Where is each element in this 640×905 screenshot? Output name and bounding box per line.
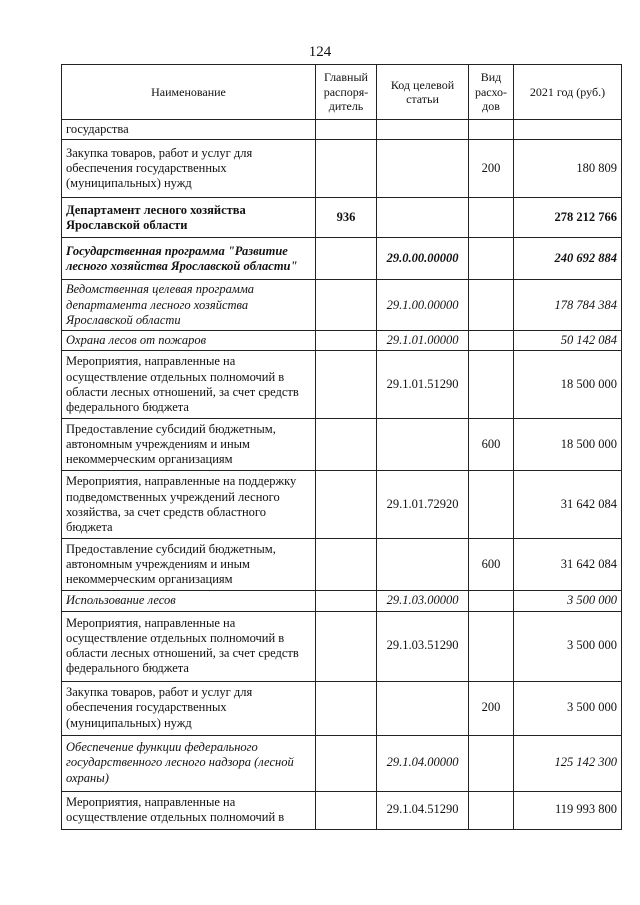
cell-vid [469, 198, 514, 238]
table-row [62, 280, 622, 331]
header-main-manager: Главный распоря-дитель [316, 65, 377, 120]
cell-code: 29.1.03.00000 [377, 591, 469, 611]
cell-code: 29.1.01.00000 [377, 331, 469, 351]
table-header-row [62, 65, 622, 120]
cell-vid [469, 791, 514, 829]
cell-name: Обеспечение функции федерального государственного лесного надзора (лесной охраны) [62, 735, 316, 791]
cell-code: 29.1.03.51290 [377, 611, 469, 681]
cell-name: Департамент лесного хозяйства Ярославской области [62, 198, 316, 238]
cell-name: Ведомственная целевая программа департамента лесного хозяйства Ярославской области [62, 280, 316, 331]
cell-gr [316, 280, 377, 331]
cell-vid [469, 351, 514, 419]
cell-name: Мероприятия, направленные на осуществление отдельных полномочий в области лесных отношений, за счет средств федерального бюджета [62, 351, 316, 419]
cell-sum: 178 784 384 [514, 280, 622, 331]
cell-sum: 240 692 884 [514, 238, 622, 280]
page-number: 124 [308, 44, 332, 60]
cell-sum: 3 500 000 [514, 611, 622, 681]
cell-code [377, 681, 469, 735]
cell-sum: 18 500 000 [514, 419, 622, 471]
table-row [62, 591, 622, 611]
cell-gr [316, 140, 377, 198]
cell-sum: 180 809 [514, 140, 622, 198]
cell-sum: 18 500 000 [514, 351, 622, 419]
cell-gr [316, 331, 377, 351]
cell-vid: 200 [469, 140, 514, 198]
cell-code [377, 198, 469, 238]
cell-sum: 3 500 000 [514, 681, 622, 735]
cell-vid [469, 471, 514, 539]
cell-vid [469, 280, 514, 331]
cell-name: Мероприятия, направленные на поддержку подведомственных учреждений лесного хозяйства, за счет средств областного бюджета [62, 471, 316, 539]
cell-sum: 3 500 000 [514, 591, 622, 611]
cell-name: Государственная программа "Развитие лесного хозяйства Ярославской области" [62, 238, 316, 280]
cell-gr [316, 471, 377, 539]
cell-code [377, 140, 469, 198]
cell-vid [469, 735, 514, 791]
table-row [62, 735, 622, 791]
cell-sum: 125 142 300 [514, 735, 622, 791]
table-row [62, 419, 622, 471]
cell-name: Закупка товаров, работ и услуг для обеспечения государственных (муниципальных) нужд [62, 681, 316, 735]
header-target-code: Код целевой статьи [377, 65, 469, 120]
cell-code [377, 120, 469, 140]
cell-vid [469, 331, 514, 351]
cell-vid: 600 [469, 539, 514, 591]
cell-vid: 200 [469, 681, 514, 735]
cell-gr [316, 791, 377, 829]
cell-name: Мероприятия, направленные на осуществление отдельных полномочий в [62, 791, 316, 829]
header-name: Наименование [62, 65, 316, 120]
cell-gr [316, 238, 377, 280]
cell-vid [469, 238, 514, 280]
cell-name: Охрана лесов от пожаров [62, 331, 316, 351]
cell-name: Мероприятия, направленные на осуществление отдельных полномочий в области лесных отношений, за счет средств федерального бюджета [62, 611, 316, 681]
table-row [62, 611, 622, 681]
cell-code [377, 539, 469, 591]
cell-code: 29.1.01.51290 [377, 351, 469, 419]
cell-code [377, 419, 469, 471]
cell-vid: 600 [469, 419, 514, 471]
cell-code: 29.1.04.51290 [377, 791, 469, 829]
cell-gr [316, 120, 377, 140]
table-row [62, 791, 622, 829]
table-row [62, 539, 622, 591]
cell-gr [316, 539, 377, 591]
table-row [62, 238, 622, 280]
table-row [62, 140, 622, 198]
cell-gr: 936 [316, 198, 377, 238]
cell-vid [469, 611, 514, 681]
table-body [62, 120, 622, 830]
cell-code: 29.1.01.72920 [377, 471, 469, 539]
table-row [62, 198, 622, 238]
table-row [62, 471, 622, 539]
header-year: 2021 год (руб.) [514, 65, 622, 120]
cell-name: Предоставление субсидий бюджетным, автономным учреждениям и иным некоммерческим организациям [62, 419, 316, 471]
table-row [62, 120, 622, 140]
cell-sum: 278 212 766 [514, 198, 622, 238]
cell-sum: 119 993 800 [514, 791, 622, 829]
table-row [62, 351, 622, 419]
cell-gr [316, 591, 377, 611]
budget-table [61, 64, 622, 830]
cell-gr [316, 611, 377, 681]
table-row [62, 331, 622, 351]
cell-vid [469, 120, 514, 140]
cell-code: 29.1.04.00000 [377, 735, 469, 791]
cell-gr [316, 351, 377, 419]
cell-code: 29.0.00.00000 [377, 238, 469, 280]
cell-vid [469, 591, 514, 611]
cell-name: Использование лесов [62, 591, 316, 611]
cell-sum: 31 642 084 [514, 471, 622, 539]
cell-code: 29.1.00.00000 [377, 280, 469, 331]
cell-sum: 50 142 084 [514, 331, 622, 351]
cell-sum: 31 642 084 [514, 539, 622, 591]
cell-name: Закупка товаров, работ и услуг для обеспечения государственных (муниципальных) нужд [62, 140, 316, 198]
cell-gr [316, 735, 377, 791]
header-expense-type: Вид расхо-дов [469, 65, 514, 120]
table-row [62, 681, 622, 735]
cell-sum [514, 120, 622, 140]
cell-gr [316, 419, 377, 471]
cell-gr [316, 681, 377, 735]
cell-name: государства [62, 120, 316, 140]
cell-name: Предоставление субсидий бюджетным, автономным учреждениям и иным некоммерческим организациям [62, 539, 316, 591]
